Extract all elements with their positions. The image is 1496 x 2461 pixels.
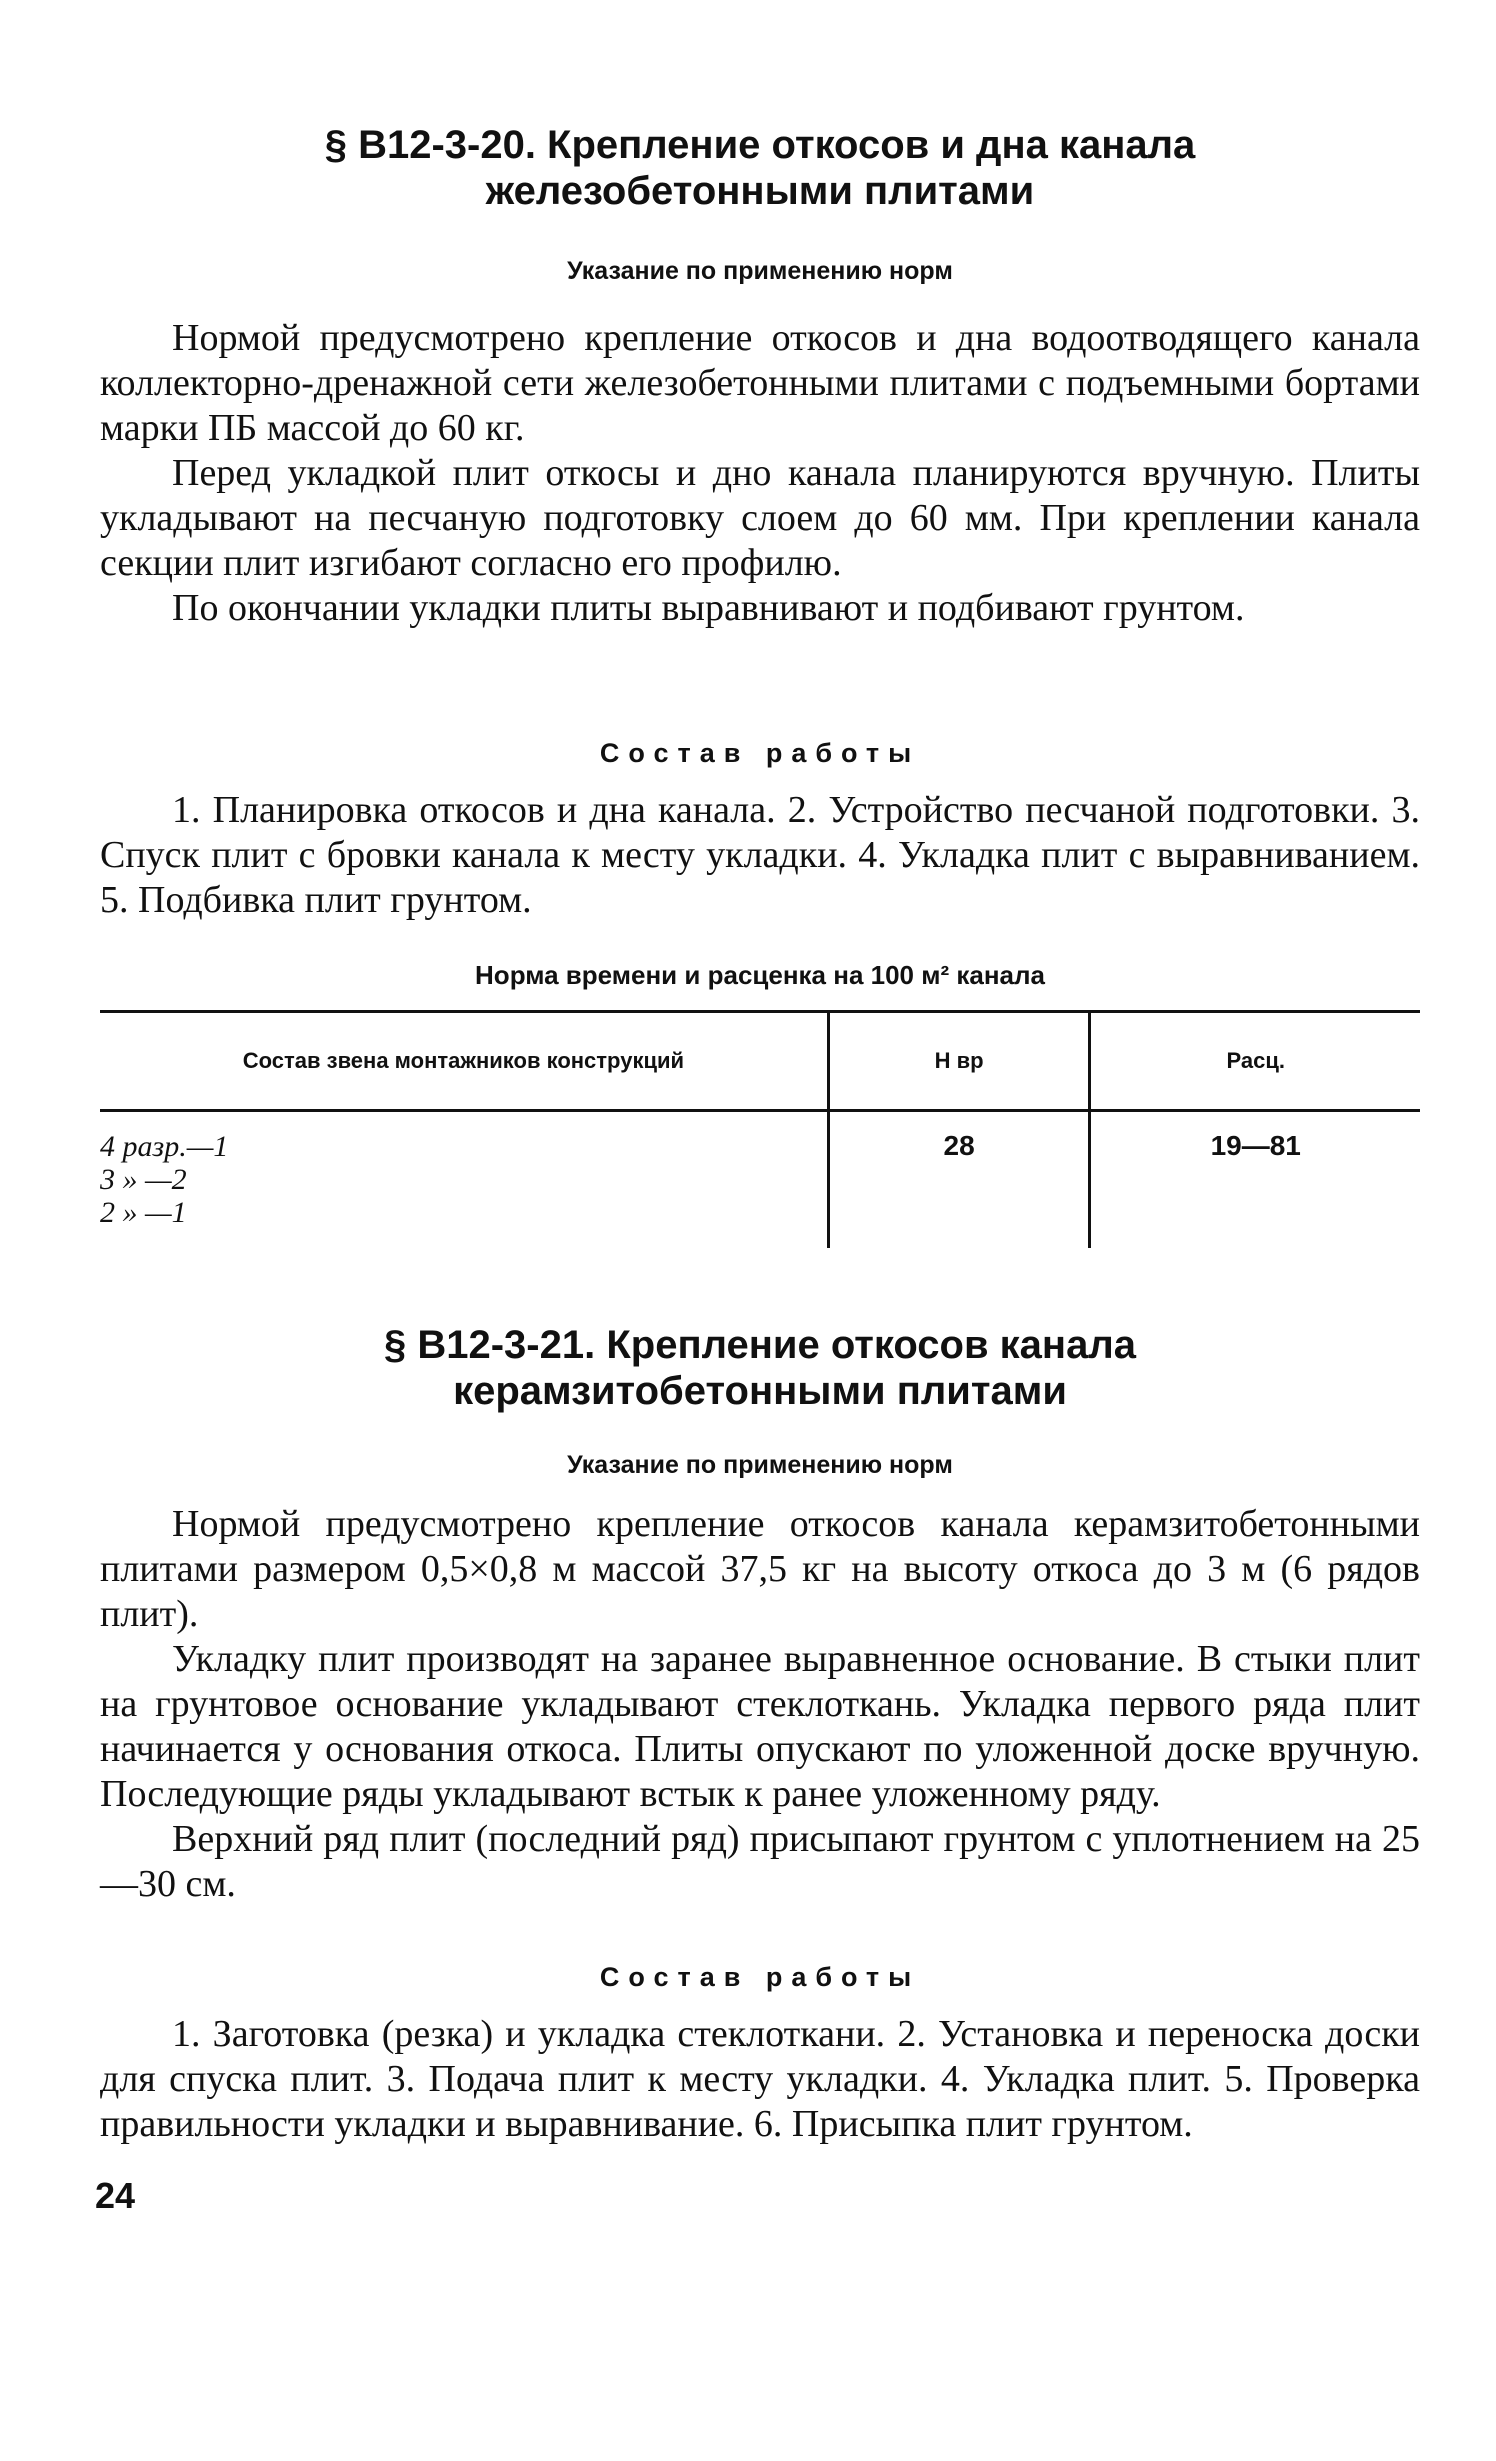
section1-guidance-heading: Указание по применению норм xyxy=(567,257,953,285)
section1-title-line2: железобетонными плитами xyxy=(485,169,1035,213)
hvr-cell: 28 xyxy=(828,1111,1090,1249)
header-hvr: Н вр xyxy=(828,1012,1090,1111)
section2-guidance-heading: Указание по применению норм xyxy=(567,1451,953,1479)
crew-line-3: 2 » —1 xyxy=(100,1196,187,1229)
section1-work-text: 1. Планировка откосов и дна канала. 2. Устройство песчаной подготовки. 3. Спуск плит с бровки канала к месту укладки. 4. Укладка плит с выравниванием. 5. Подбивка плит грунтом. xyxy=(100,789,1420,921)
section1-guidance-body xyxy=(100,316,1420,631)
norm-table xyxy=(100,1010,1420,1248)
section1-work-heading: Состав работы xyxy=(599,738,921,768)
section1-paragraph-3: По окончании укладки плиты выравнивают и подбивают грунтом. xyxy=(172,587,1245,629)
section1-title-line1: § В12-3-20. Крепление откосов и дна канала xyxy=(324,123,1196,167)
crew-line-2: 3 » —2 xyxy=(100,1163,187,1196)
rate-cell: 19—81 xyxy=(1090,1111,1420,1249)
section1-paragraph-1: Нормой предусмотрено крепление откосов и дна водоотводящего канала коллекторно-дренажной сети железобетонными плитами с подъемными бортами марки ПБ массой до 60 кг. xyxy=(100,317,1420,449)
section2-paragraph-1: Нормой предусмотрено крепление откосов канала керамзитобетонными плитами размером 0,5×0,8 м массой 37,5 кг на высоту откоса до 3 м (6 рядов плит). xyxy=(100,1503,1420,1635)
table-row xyxy=(100,1111,1420,1249)
section2-paragraph-3: Верхний ряд плит (последний ряд) присыпают грунтом с уплотнением на 25—30 см. xyxy=(100,1818,1420,1905)
section2-work-heading: Состав работы xyxy=(599,1962,921,1992)
norm-table-header-row xyxy=(100,1012,1420,1111)
section2-title xyxy=(100,1322,1420,1414)
section2-work-text: 1. Заготовка (резка) и укладка стеклоткани. 2. Установка и переноска доски для спуска плит. 3. Подача плит к месту укладки. 4. Укладка плит. 5. Проверка правильности укладки и выравнивание. 6. Присыпка плит грунтом. xyxy=(100,2013,1420,2145)
crew-cell xyxy=(100,1111,828,1249)
header-rate: Расц. xyxy=(1090,1012,1420,1111)
section1-title xyxy=(100,122,1420,214)
section2-paragraph-2: Укладку плит производят на заранее выравненное основание. В стыки плит на грунтовое основание укладывают стеклоткань. Укладка первого ряда плит начинается у основания откоса. Плиты опускают по уложенной доске вручную. Последующие ряды укладывают встык к ранее уложенному ряду. xyxy=(100,1638,1420,1815)
section2-title-line2: керамзитобетонными плитами xyxy=(453,1369,1067,1413)
section1-paragraph-2: Перед укладкой плит откосы и дно канала планируются вручную. Плиты укладывают на песчаную подготовку слоем до 60 мм. При креплении канала секции плит изгибают согласно его профилю. xyxy=(100,452,1420,584)
section2-title-line1: § В12-3-21. Крепление откосов канала xyxy=(384,1323,1136,1367)
page-number: 24 xyxy=(95,2175,136,2216)
table-caption: Норма времени и расценка на 100 м² канала xyxy=(475,960,1045,990)
section2-guidance-body xyxy=(100,1502,1420,1907)
header-crew: Состав звена монтажников конструкций xyxy=(100,1012,828,1111)
crew-line-1: 4 разр.—1 xyxy=(100,1130,229,1163)
